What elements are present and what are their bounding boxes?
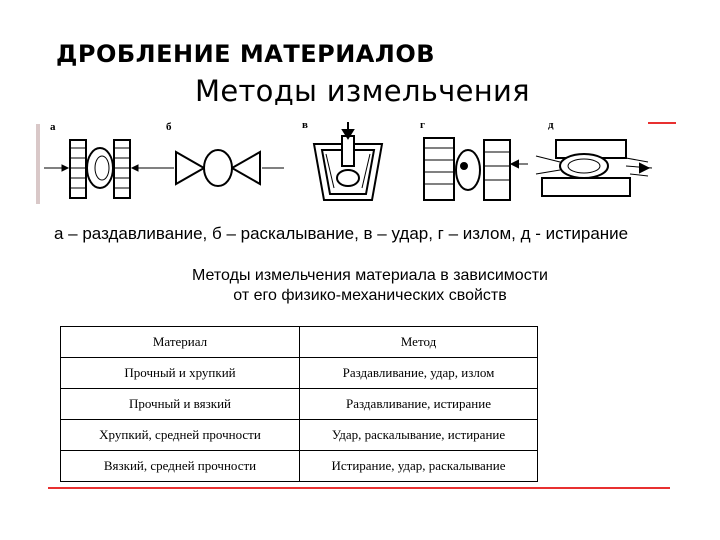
material-cell: Вязкий, средней прочности bbox=[61, 451, 300, 482]
methods-table bbox=[60, 326, 538, 482]
table-row bbox=[61, 358, 538, 389]
crushing-illustration bbox=[44, 140, 154, 198]
figure-caption: а – раздавливание, б – раскалывание, в – удар, г – излом, д - истирание bbox=[54, 224, 629, 243]
accent-rule-bottom bbox=[48, 487, 670, 489]
table-heading-line2: от его физико-механических свойств bbox=[233, 287, 507, 304]
table-heading bbox=[60, 266, 680, 306]
table-row bbox=[61, 420, 538, 451]
table-heading-line1: Методы измельчения материала в зависимости bbox=[192, 267, 548, 284]
method-cell: Раздавливание, удар, излом bbox=[300, 358, 538, 389]
header-material: Материал bbox=[61, 327, 300, 358]
material-cell: Прочный и вязкий bbox=[61, 389, 300, 420]
table-header-row bbox=[61, 327, 538, 358]
header-method: Метод bbox=[300, 327, 538, 358]
figure-label-b: б bbox=[166, 121, 172, 133]
impact-illustration bbox=[314, 122, 382, 200]
material-cell: Хрупкий, средней прочности bbox=[61, 420, 300, 451]
figure-label-v: в bbox=[302, 119, 308, 131]
table-row bbox=[61, 451, 538, 482]
figure-label-d: д bbox=[548, 119, 554, 131]
breaking-illustration bbox=[424, 138, 528, 200]
figure-label-a: а bbox=[50, 121, 56, 133]
method-cell: Раздавливание, истирание bbox=[300, 389, 538, 420]
splitting-illustration bbox=[150, 150, 284, 186]
page-subtitle: Методы измельчения bbox=[195, 74, 530, 108]
method-cell: Истирание, удар, раскалывание bbox=[300, 451, 538, 482]
figure-label-g: г bbox=[420, 119, 425, 131]
page-title: ДРОБЛЕНИЕ МАТЕРИАЛОВ bbox=[56, 40, 436, 68]
method-cell: Удар, раскалывание, истирание bbox=[300, 420, 538, 451]
attrition-illustration bbox=[536, 140, 652, 196]
table-row bbox=[61, 389, 538, 420]
comminution-methods-figure bbox=[36, 118, 676, 206]
material-cell: Прочный и хрупкий bbox=[61, 358, 300, 389]
